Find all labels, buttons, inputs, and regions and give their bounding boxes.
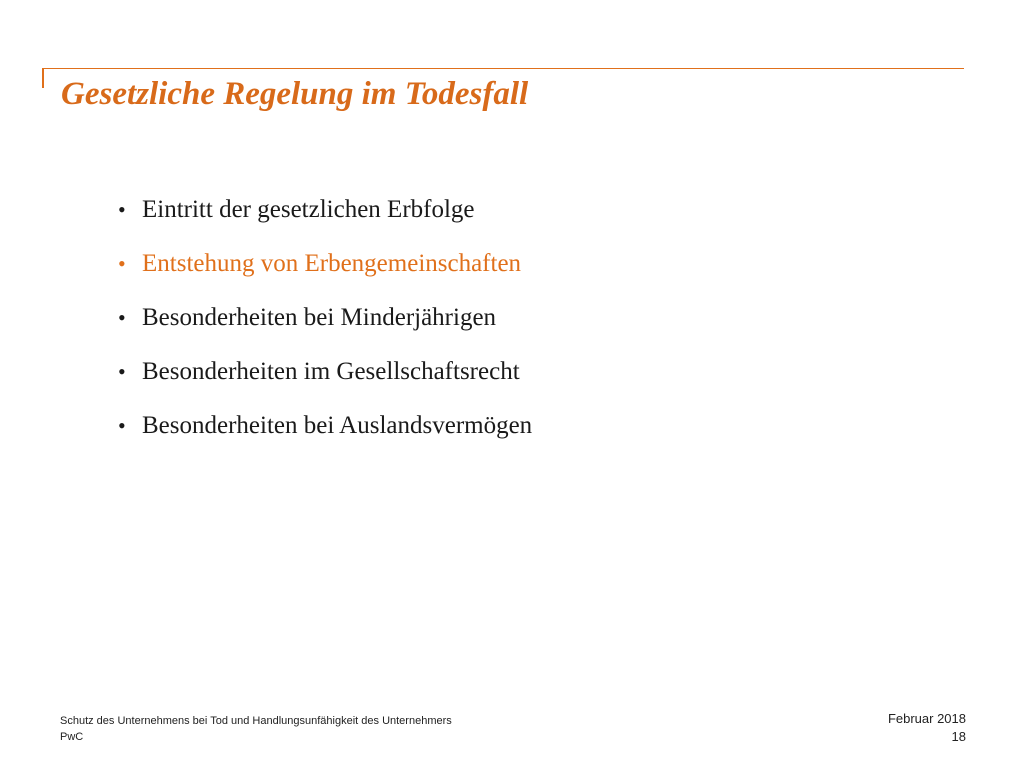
bullet-item bbox=[118, 412, 532, 466]
bullet-item bbox=[118, 304, 532, 358]
header-rule bbox=[42, 68, 964, 69]
bullet-item bbox=[118, 196, 532, 250]
header-corner-mark bbox=[42, 68, 44, 88]
footer-left bbox=[60, 713, 452, 745]
slide-title: Gesetzliche Regelung im Todesfall bbox=[61, 76, 529, 112]
bullet-text: Eintritt der gesetzlichen Erbfolge bbox=[142, 196, 475, 223]
footer-right bbox=[888, 710, 966, 746]
bullet-dot-icon: • bbox=[118, 413, 126, 438]
bullet-item bbox=[118, 358, 532, 412]
footer-subtitle: Schutz des Unternehmens bei Tod und Handlungsunfähigkeit des Unternehmers bbox=[60, 715, 452, 727]
bullet-text: Besonderheiten bei Auslandsvermögen bbox=[142, 412, 533, 439]
bullet-text: Entstehung von Erbengemeinschaften bbox=[142, 250, 522, 277]
bullet-text: Besonderheiten im Gesellschaftsrecht bbox=[142, 358, 520, 385]
footer-date: Februar 2018 bbox=[887, 711, 966, 726]
bullet-text: Besonderheiten bei Minderjährigen bbox=[142, 304, 497, 331]
bullet-dot-icon: • bbox=[118, 197, 126, 222]
bullet-item-highlighted bbox=[118, 250, 532, 304]
footer-company: PwC bbox=[60, 731, 84, 743]
bullet-dot-icon: • bbox=[118, 359, 126, 384]
bullet-dot-icon: • bbox=[118, 251, 126, 276]
bullet-list bbox=[118, 196, 532, 466]
page-number: 18 bbox=[951, 729, 966, 744]
bullet-dot-icon: • bbox=[118, 305, 126, 330]
